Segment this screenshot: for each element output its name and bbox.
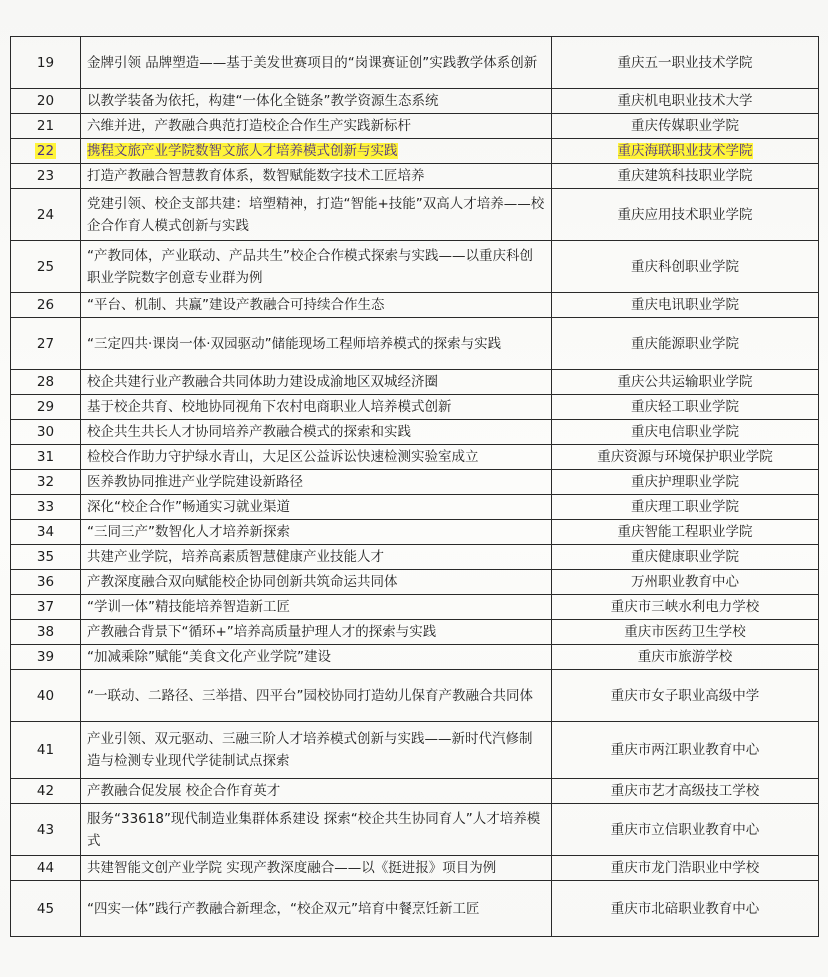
- project-title: 金牌引领 品牌塑造——基于美发世赛项目的“岗课赛证创”实践教学体系创新: [87, 54, 538, 71]
- row-number-cell: [11, 89, 81, 114]
- row-number: 37: [36, 599, 55, 615]
- row-number-cell: [11, 545, 81, 570]
- institution-name: 重庆科创职业学院: [631, 258, 739, 275]
- institution-name-cell: [552, 420, 819, 445]
- institution-name: 重庆能源职业学院: [631, 335, 739, 352]
- institution-name-cell: [552, 779, 819, 804]
- project-title-cell: [81, 722, 552, 779]
- project-title-cell: [81, 856, 552, 881]
- row-number: 31: [36, 449, 55, 465]
- institution-name: 重庆电信职业学院: [631, 424, 739, 440]
- row-number: 30: [36, 424, 55, 440]
- row-number: 23: [36, 168, 55, 184]
- row-number: 40: [36, 687, 55, 704]
- institution-name-cell: [552, 620, 819, 645]
- row-number-cell: [11, 645, 81, 670]
- project-title: 产教融合促发展 校企合作育英才: [87, 783, 281, 799]
- project-title: 共建智能文创产业学院 实现产教深度融合——以《挺进报》项目为例: [87, 860, 497, 876]
- project-title: 医养教协同推进产业学院建设新路径: [87, 474, 303, 490]
- row-number: 26: [36, 297, 55, 313]
- institution-name-cell: [552, 395, 819, 420]
- project-title: 深化“校企合作”畅通实习就业渠道: [87, 499, 290, 515]
- row-number-cell: [11, 293, 81, 318]
- table-row: [11, 164, 819, 189]
- institution-name: 重庆市医药卫生学校: [624, 624, 746, 640]
- row-number: 32: [36, 474, 55, 490]
- institution-name: 重庆机电职业技术大学: [617, 93, 753, 109]
- project-title-cell: [81, 495, 552, 520]
- row-number: 39: [36, 649, 55, 665]
- institution-name-cell: [552, 495, 819, 520]
- table-row: [11, 670, 819, 722]
- institution-name: 重庆电讯职业学院: [631, 297, 739, 313]
- row-number: 20: [36, 93, 55, 109]
- table-row: [11, 293, 819, 318]
- project-title-cell: [81, 139, 552, 164]
- project-title-cell: [81, 595, 552, 620]
- row-number-cell: [11, 722, 81, 779]
- row-number: 25: [36, 258, 55, 275]
- project-title-cell: [81, 318, 552, 370]
- project-title-cell: [81, 37, 552, 89]
- row-number-cell: [11, 395, 81, 420]
- row-number-cell: [11, 318, 81, 370]
- institution-name: 重庆智能工程职业学院: [617, 524, 753, 540]
- row-number-cell: [11, 779, 81, 804]
- institution-name: 重庆公共运输职业学院: [617, 374, 753, 390]
- row-number: 22: [36, 143, 55, 159]
- project-title: 校企共建行业产教融合共同体助力建设成渝地区双城经济圈: [87, 374, 438, 390]
- project-title: 以教学装备为依托，构建“一体化全链条”教学资源生态系统: [87, 93, 439, 109]
- institution-name-cell: [552, 445, 819, 470]
- row-number: 42: [36, 783, 55, 799]
- project-title-cell: [81, 620, 552, 645]
- institution-name: 重庆市立信职业教育中心: [610, 821, 760, 838]
- row-number: 35: [36, 549, 55, 565]
- table-body: [11, 37, 819, 937]
- project-title: “三同三产”数智化人才培养新探索: [87, 524, 290, 540]
- row-number-cell: [11, 620, 81, 645]
- institution-name-cell: [552, 881, 819, 937]
- institution-name-cell: [552, 89, 819, 114]
- institution-name: 重庆建筑科技职业学院: [617, 168, 753, 184]
- project-title: 基于校企共育、校地协同视角下农村电商职业人培养模式创新: [87, 399, 452, 415]
- institution-name: 重庆应用技术职业学院: [617, 206, 753, 223]
- table-row: [11, 570, 819, 595]
- institution-name: 重庆轻工职业学院: [631, 399, 739, 415]
- project-title: 产业引领、双元驱动、三融三阶人才培养模式创新与实践——新时代汽修制造与检测专业现代学徒制试点探索: [87, 731, 533, 769]
- institution-name: 重庆护理职业学院: [631, 474, 739, 490]
- institution-name: 重庆五一职业技术学院: [617, 54, 753, 71]
- row-number-cell: [11, 881, 81, 937]
- row-number-cell: [11, 114, 81, 139]
- table-row: [11, 470, 819, 495]
- table-row: [11, 241, 819, 293]
- institution-name-cell: [552, 114, 819, 139]
- table-row: [11, 445, 819, 470]
- project-title-cell: [81, 779, 552, 804]
- project-title: 产教深度融合双向赋能校企协同创新共筑命运共同体: [87, 574, 398, 590]
- table-row: [11, 620, 819, 645]
- institution-name: 重庆市两江职业教育中心: [610, 742, 760, 758]
- project-title: “加减乘除”赋能“美食文化产业学院”建设: [87, 649, 331, 665]
- project-title: 产教融合背景下“循环+”培养高质量护理人才的探索与实践: [87, 624, 437, 640]
- institution-name: 重庆市旅游学校: [637, 649, 733, 665]
- institution-name-cell: [552, 293, 819, 318]
- project-title: “平台、机制、共赢”建设产教融合可持续合作生态: [87, 297, 385, 313]
- institution-name: 万州职业教育中心: [631, 574, 739, 590]
- project-title-cell: [81, 645, 552, 670]
- project-title-cell: [81, 114, 552, 139]
- project-table: [10, 36, 819, 937]
- project-title-cell: [81, 293, 552, 318]
- institution-name-cell: [552, 164, 819, 189]
- table-row: [11, 856, 819, 881]
- institution-name-cell: [552, 645, 819, 670]
- project-title: 校企共生共长人才协同培养产教融合模式的探索和实践: [87, 424, 411, 440]
- project-title: 六维并进，产教融合典范打造校企合作生产实践新标杆: [87, 118, 411, 134]
- table-row: [11, 495, 819, 520]
- project-title-cell: [81, 89, 552, 114]
- table-row: [11, 520, 819, 545]
- project-title-cell: [81, 395, 552, 420]
- table-row: [11, 189, 819, 241]
- row-number-cell: [11, 445, 81, 470]
- project-title-cell: [81, 520, 552, 545]
- row-number: 33: [36, 499, 55, 515]
- institution-name-cell: [552, 545, 819, 570]
- project-title-cell: [81, 545, 552, 570]
- row-number: 41: [36, 742, 55, 758]
- institution-name-cell: [552, 595, 819, 620]
- row-number-cell: [11, 595, 81, 620]
- project-title-cell: [81, 370, 552, 395]
- row-number: 24: [36, 206, 55, 223]
- project-title-cell: [81, 804, 552, 856]
- institution-name-cell: [552, 470, 819, 495]
- institution-name-cell: [552, 670, 819, 722]
- table-row: [11, 318, 819, 370]
- row-number-cell: [11, 139, 81, 164]
- institution-name: 重庆健康职业学院: [631, 549, 739, 565]
- institution-name-cell: [552, 189, 819, 241]
- institution-name: 重庆市艺才高级技工学校: [610, 783, 760, 799]
- project-title-cell: [81, 570, 552, 595]
- row-number: 44: [36, 860, 55, 876]
- institution-name-cell: [552, 241, 819, 293]
- institution-name-cell: [552, 37, 819, 89]
- project-title-cell: [81, 189, 552, 241]
- row-number-cell: [11, 370, 81, 395]
- table-row: [11, 645, 819, 670]
- table-row: [11, 595, 819, 620]
- institution-name-cell: [552, 520, 819, 545]
- institution-name-cell: [552, 370, 819, 395]
- row-number-cell: [11, 189, 81, 241]
- row-number: 38: [36, 624, 55, 640]
- row-number-cell: [11, 241, 81, 293]
- row-number: 36: [36, 574, 55, 590]
- row-number: 21: [36, 118, 55, 134]
- table-row: [11, 370, 819, 395]
- project-title: 检校合作助力守护绿水青山，大足区公益诉讼快速检测实验室成立: [87, 449, 479, 465]
- row-number-cell: [11, 495, 81, 520]
- institution-name: 重庆海联职业技术学院: [617, 143, 753, 159]
- row-number-cell: [11, 520, 81, 545]
- project-title: “三定四共·课岗一体·双园驱动”储能现场工程师培养模式的探索与实践: [87, 335, 502, 352]
- row-number-cell: [11, 570, 81, 595]
- project-title: “产教同体，产业联动、产品共生”校企合作模式探索与实践——以重庆科创职业学院数字创意专业群为例: [87, 247, 533, 286]
- institution-name-cell: [552, 804, 819, 856]
- table-row: [11, 395, 819, 420]
- institution-name-cell: [552, 722, 819, 779]
- row-number: 27: [36, 335, 55, 352]
- institution-name-cell: [552, 570, 819, 595]
- project-title: 携程文旅产业学院数智文旅人才培养模式创新与实践: [87, 143, 398, 159]
- institution-name: 重庆市三峡水利电力学校: [610, 599, 760, 615]
- institution-name-cell: [552, 318, 819, 370]
- table-row: [11, 89, 819, 114]
- row-number-cell: [11, 804, 81, 856]
- project-title: “四实一体”践行产教融合新理念，“校企双元”培育中餐烹饪新工匠: [87, 900, 480, 917]
- institution-name: 重庆理工职业学院: [631, 499, 739, 515]
- institution-name: 重庆资源与环境保护职业学院: [597, 449, 773, 465]
- row-number: 19: [36, 54, 55, 71]
- row-number: 34: [36, 524, 55, 540]
- row-number: 45: [36, 900, 55, 917]
- project-title-cell: [81, 164, 552, 189]
- project-title-cell: [81, 241, 552, 293]
- project-title: 打造产教融合智慧教育体系，数智赋能数字技术工匠培养: [87, 168, 425, 184]
- table-row: [11, 114, 819, 139]
- row-number: 43: [36, 821, 55, 838]
- institution-name: 重庆市北碚职业教育中心: [610, 900, 760, 917]
- project-title-cell: [81, 445, 552, 470]
- project-title: “一联动、二路径、三举措、四平台”园校协同打造幼儿保育产教融合共同体: [87, 687, 533, 704]
- table-row: [11, 420, 819, 445]
- project-title: 共建产业学院，培养高素质智慧健康产业技能人才: [87, 549, 384, 565]
- project-title: 党建引领、校企支部共建：培塑精神，打造“智能+技能”双高人才培养——校企合作育人模式创新与实践: [87, 195, 545, 234]
- institution-name-cell: [552, 139, 819, 164]
- project-title-cell: [81, 881, 552, 937]
- institution-name: 重庆市龙门浩职业中学校: [610, 860, 760, 876]
- project-title-cell: [81, 420, 552, 445]
- table-row: [11, 722, 819, 779]
- table-row: [11, 881, 819, 937]
- project-title: “学训一体”精技能培养智造新工匠: [87, 599, 290, 615]
- table-row: [11, 139, 819, 164]
- row-number-cell: [11, 420, 81, 445]
- table-row: [11, 779, 819, 804]
- row-number-cell: [11, 856, 81, 881]
- row-number: 28: [36, 374, 55, 390]
- project-title-cell: [81, 470, 552, 495]
- institution-name-cell: [552, 856, 819, 881]
- table-row: [11, 37, 819, 89]
- row-number-cell: [11, 37, 81, 89]
- institution-name: 重庆市女子职业高级中学: [610, 687, 760, 704]
- institution-name: 重庆传媒职业学院: [631, 118, 739, 134]
- project-title-cell: [81, 670, 552, 722]
- table-row: [11, 804, 819, 856]
- project-title: 服务“33618”现代制造业集群体系建设 探索“校企共生协同育人”人才培养模式: [87, 810, 541, 849]
- table-row: [11, 545, 819, 570]
- row-number-cell: [11, 164, 81, 189]
- row-number: 29: [36, 399, 55, 415]
- row-number-cell: [11, 670, 81, 722]
- row-number-cell: [11, 470, 81, 495]
